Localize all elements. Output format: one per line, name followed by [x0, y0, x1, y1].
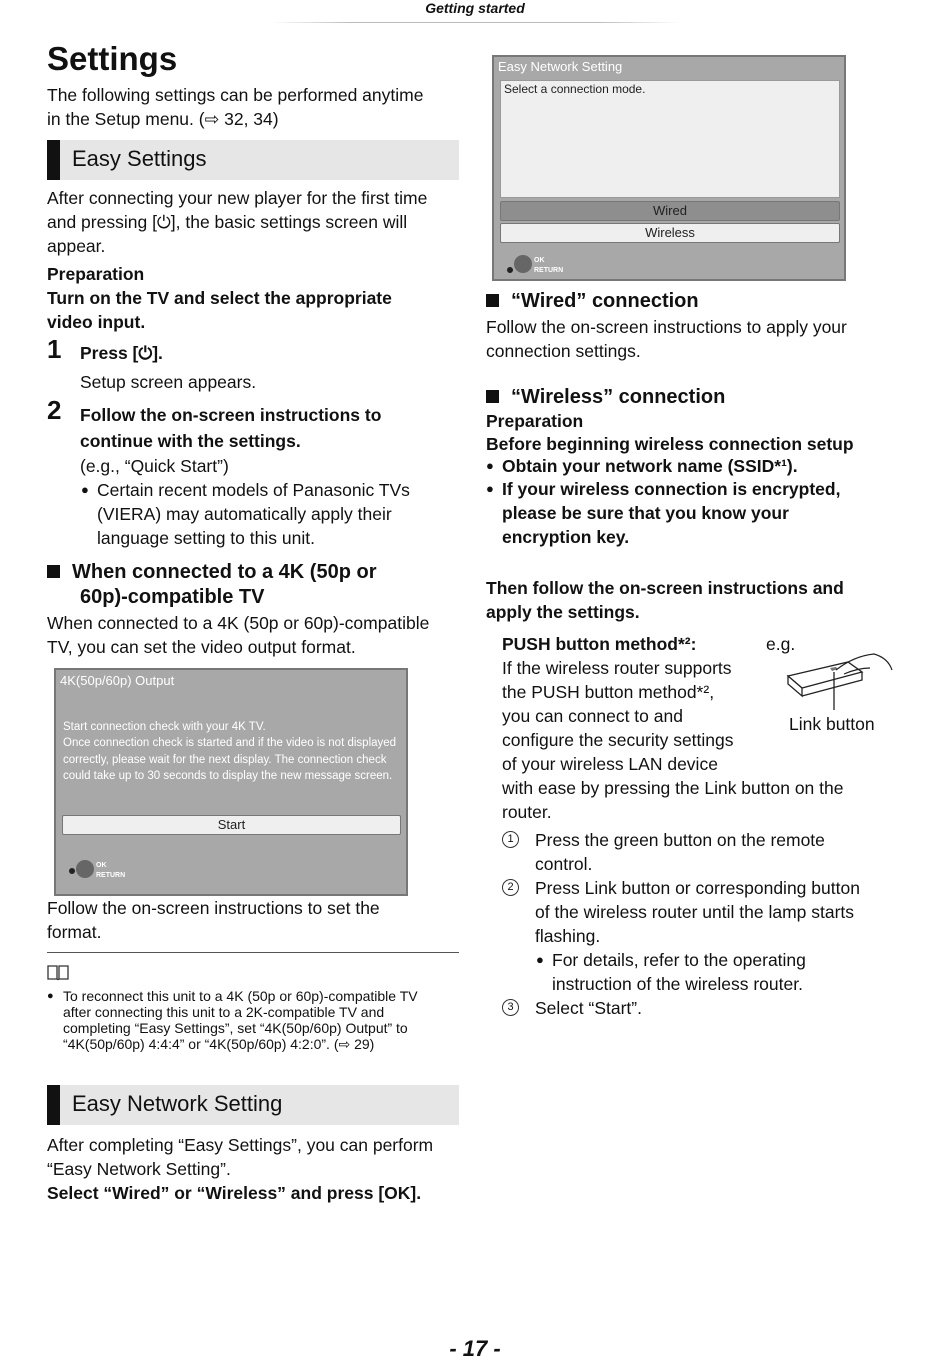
square-bullet-icon [486, 294, 499, 307]
easy-network-screen [492, 55, 846, 281]
start-button[interactable]: Start [62, 815, 401, 835]
running-header: Getting started [425, 0, 525, 16]
wireless-bullet-1: ● Obtain your network name (SSID*¹). [502, 454, 798, 478]
heading-wired: “Wired” connection [486, 289, 699, 314]
square-bullet-icon [47, 565, 60, 578]
step-number: 1 [47, 334, 62, 364]
page-number: - 17 - [449, 1336, 501, 1361]
link-button-label: Link button [789, 714, 875, 734]
wireless-then: Then follow the on-screen instructions and apply the settings. [486, 578, 844, 622]
screen-message: Start connection check with your 4K TV. Once connection check is started and if the video is not displayed correctly, please wait for the next display. The connection check could take up to 30 seconds to display the new message screen. [63, 721, 397, 782]
remote-dial-icon [514, 255, 532, 273]
header-rule [270, 22, 680, 23]
wireless-option[interactable]: Wireless [500, 223, 840, 243]
list-item: 1 Press the green button on the remote control. [502, 828, 902, 876]
screen-prompt: Select a connection mode. [504, 82, 646, 96]
wired-option[interactable]: Wired [500, 201, 840, 221]
k4-follow-text: Follow the on-screen instructions to set the format. [47, 898, 380, 942]
intro-text: The following settings can be performed anytime in the Setup menu. (⇨ 32, 34) [47, 85, 424, 129]
dot-icon [507, 267, 513, 273]
screen-title: 4K(50p/60p) Output [60, 673, 175, 688]
step-1-title: Press [⏻]. [80, 343, 163, 363]
screen-panel [500, 80, 840, 198]
wireless-bullet-2: ● If your wireless connection is encrypted, please be sure that you know your encryption key. [502, 477, 840, 549]
section-heading: Easy Settings [72, 146, 207, 171]
return-hint: RETURN [534, 267, 564, 274]
return-hint: RETURN [96, 872, 126, 879]
k4-output-screen [54, 668, 408, 896]
list-item: 3 Select “Start”. [502, 996, 902, 1020]
ok-hint: OK [96, 862, 107, 869]
eg-label: e.g. [766, 634, 796, 654]
book-icon [47, 963, 69, 986]
push-steps [502, 828, 902, 1020]
step-2-example: (e.g., “Quick Start”) [80, 456, 229, 476]
note-text: ● To reconnect this unit to a 4K (50p or 60p)-compatible TV after connecting this unit to a 2K-compatible TV and completing “Easy Settings”, set “4K(50p/60p) Output” to “4K(50p/60p) 4:4:4” or “4K(50p/60p) 4:2:0”. (⇨ 29) [47, 988, 418, 1052]
push-text: If the wireless router supports the PUSH button method*², you can connect to and configure the security settings of your wireless LAN device with ease by pressing the Link button on the router. [502, 658, 844, 822]
heading-4k: When connected to a 4K (50p or 60p)-compatible TV [47, 560, 376, 610]
remote-dial-icon [76, 860, 94, 878]
dot-icon [69, 868, 75, 874]
step-2-bullet: ● Certain recent models of Panasonic TVs (VIERA) may automatically apply their language setting to this unit. [97, 478, 410, 550]
easy-network-body: After completing “Easy Settings”, you can perform “Easy Network Setting”. Select “Wired” or “Wireless” and press [OK]. [47, 1135, 434, 1203]
ok-hint: OK [534, 257, 545, 264]
push-title: PUSH button method*²: [502, 634, 697, 654]
heading-wireless: “Wireless” connection [486, 385, 725, 410]
step-number: 2 [47, 395, 62, 425]
step-1-text: Setup screen appears. [80, 372, 257, 392]
step-number-circle: 2 [502, 879, 519, 896]
step-number-circle: 1 [502, 831, 519, 848]
step-2-title: Follow the on-screen instructions to continue with the settings. [80, 405, 382, 451]
page-title: Settings [47, 40, 178, 77]
square-bullet-icon [486, 390, 499, 403]
k4-body: When connected to a 4K (50p or 60p)-compatible TV, you can set the video output format. [47, 613, 430, 657]
preparation-block: Preparation Turn on the TV and select the appropriate video input. [47, 264, 392, 332]
section-marker [47, 140, 60, 180]
screen-title: Easy Network Setting [498, 59, 623, 74]
easy-settings-body: After connecting your new player for the first time and pressing [⏻], the basic settings screen will appear. [47, 188, 428, 256]
section-easy-network [47, 1085, 459, 1125]
section-marker [47, 1085, 60, 1125]
wired-body: Follow the on-screen instructions to apply your connection settings. [486, 317, 847, 361]
section-heading: Easy Network Setting [72, 1091, 283, 1116]
step-2-sub-bullet: ● For details, refer to the operating instruction of the wireless router. [535, 948, 902, 996]
wireless-preparation: Preparation Before beginning wireless connection setup [486, 411, 854, 454]
section-easy-settings [47, 140, 459, 180]
step-number-circle: 3 [502, 999, 519, 1016]
list-item: 2 Press Link button or corresponding button of the wireless router until the lamp starts flashing. ● For details, refer to the operating instruction of the wireless router. [502, 876, 902, 996]
note-rule [47, 952, 459, 953]
